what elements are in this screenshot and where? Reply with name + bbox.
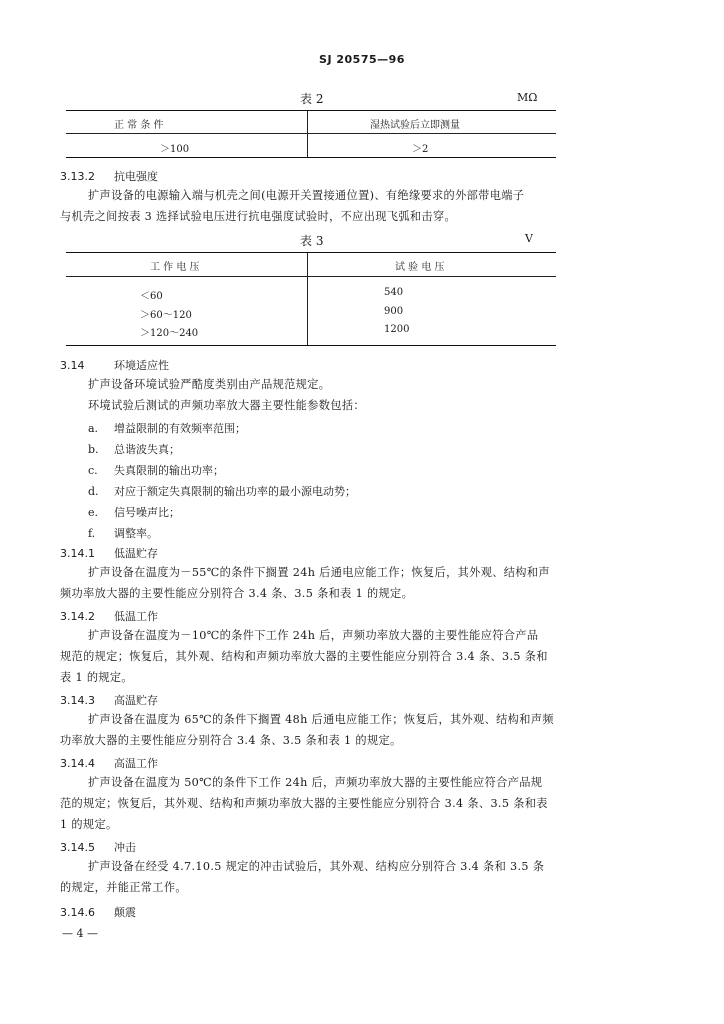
section-number: 3.14.4 — [60, 757, 95, 770]
table2-col2-header: 湿热试验后立即测量 — [370, 120, 460, 131]
list-item-text: 失真限制的输出功率； — [114, 464, 224, 477]
table2-header-rule — [66, 133, 556, 134]
table3-top-rule — [66, 252, 556, 253]
paragraph-line: 与机壳之间按表 3 选择试验电压进行抗电强度试验时，不应出现飞弧和击穿。 — [60, 210, 457, 223]
table2-col2-value: ＞2 — [412, 144, 429, 155]
paragraph-line: 扩声设备在经受 4.7.10.5 规定的冲击试验后，其外观、结构应分别符合 3.4 条和 3.5 条 — [88, 860, 545, 873]
table3-col2-header: 试 验 电 压 — [395, 262, 445, 273]
section-title: 高温贮存 — [114, 694, 158, 707]
section-heading — [60, 904, 136, 920]
table3-working-voltage: ＞60～120 — [140, 310, 192, 321]
table3-column-divider — [307, 253, 308, 345]
section-title: 高温工作 — [114, 757, 158, 770]
section-heading — [60, 839, 136, 855]
section-number: 3.14 — [60, 359, 85, 372]
list-item-label: f. — [88, 527, 96, 540]
paragraph-line: 扩声设备在温度为 65℃的条件下搁置 48h 后通电应能工作；恢复后，其外观、结构和声频 — [88, 713, 554, 726]
section-heading — [60, 545, 158, 561]
list-item — [88, 504, 180, 520]
list-item — [88, 483, 356, 499]
section-number: 3.14.2 — [60, 610, 95, 623]
section-heading — [60, 692, 158, 708]
list-item-text: 总谐波失真； — [114, 443, 180, 456]
standard-code: SJ 20575—96 — [319, 53, 405, 66]
section-title: 冲击 — [114, 841, 136, 854]
paragraph-line: 环境试验后测试的声频功率放大器主要性能参数包括： — [88, 399, 365, 412]
paragraph-line: 频功率放大器的主要性能应分别符合 3.4 条、3.5 条和表 1 的规定。 — [60, 587, 414, 600]
paragraph-line: 扩声设备在温度为－10℃的条件下工作 24h 后，声频功率放大器的主要性能应符合产品 — [88, 629, 539, 642]
table2-top-rule — [66, 110, 556, 111]
paragraph-line: 规范的规定；恢复后，其外观、结构和声频功率放大器的主要性能应分别符合 3.4 条、3.5 条和 — [60, 650, 548, 663]
table3-header-rule — [66, 276, 556, 277]
table2-column-divider — [307, 111, 308, 157]
section-number: 3.13.2 — [60, 170, 95, 183]
paragraph-line: 扩声设备环境试验严酷度类别由产品规范规定。 — [88, 378, 331, 391]
table2-title: 表 2 — [300, 92, 324, 106]
section-title: 颠震 — [114, 906, 136, 919]
section-number: 3.14.3 — [60, 694, 95, 707]
list-item-text: 调整率。 — [114, 527, 158, 540]
table2-unit: MΩ — [517, 91, 538, 104]
section-heading — [60, 608, 158, 624]
list-item-label: d. — [88, 485, 99, 498]
paragraph-line: 表 1 的规定。 — [60, 671, 133, 684]
paragraph-line: 扩声设备在温度为－55℃的条件下搁置 24h 后通电应能工作；恢复后，其外观、结构和声 — [88, 566, 550, 579]
list-item-label: b. — [88, 443, 99, 456]
list-item-label: a. — [88, 422, 99, 435]
section-heading — [60, 755, 158, 771]
list-item-label: e. — [88, 506, 99, 519]
paragraph-line: 扩声设备在温度为 50℃的条件下工作 24h 后，声频功率放大器的主要性能应符合产品规 — [88, 776, 543, 789]
list-item-text: 对应于额定失真限制的输出功率的最小源电动势； — [114, 485, 356, 498]
paragraph-line: 功率放大器的主要性能应分别符合 3.4 条、3.5 条和表 1 的规定。 — [60, 734, 402, 747]
section-number: 3.14.6 — [60, 906, 95, 919]
list-item-text: 信号噪声比； — [114, 506, 180, 519]
table3-test-voltage: 1200 — [384, 324, 410, 335]
table3-test-voltage: 540 — [384, 287, 404, 298]
table3-test-voltage: 900 — [384, 306, 404, 317]
list-item — [88, 420, 246, 436]
table3-unit: V — [525, 232, 533, 245]
section-heading — [60, 168, 158, 184]
table2-col1-header: 正 常 条 件 — [114, 120, 164, 131]
section-title: 环境适应性 — [114, 359, 169, 372]
paragraph-line: 范的规定；恢复后，其外观、结构和声频功率放大器的主要性能应分别符合 3.4 条、3.5 条和表 — [60, 797, 548, 810]
list-item-label: c. — [88, 464, 98, 477]
list-item — [88, 441, 180, 457]
table3-col1-header: 工 作 电 压 — [150, 262, 200, 273]
paragraph-line: 1 的规定。 — [60, 818, 118, 831]
table3-bottom-rule — [66, 345, 556, 346]
paragraph-line: 的规定，并能正常工作。 — [60, 881, 187, 894]
list-item-text: 增益限制的有效频率范围； — [114, 422, 246, 435]
section-number: 3.14.5 — [60, 841, 95, 854]
table2-bottom-rule — [66, 157, 556, 158]
section-heading — [60, 357, 169, 373]
list-item — [88, 462, 224, 478]
table2-col1-value: ＞100 — [160, 144, 190, 155]
list-item — [88, 525, 158, 541]
page-number: — 4 — — [62, 927, 98, 940]
section-title: 抗电强度 — [114, 170, 158, 183]
table3-title: 表 3 — [300, 234, 324, 248]
section-title: 低温贮存 — [114, 547, 158, 560]
table3-working-voltage: ＜60 — [140, 291, 163, 302]
paragraph-line: 扩声设备的电源输入端与机壳之间(电源开关置接通位置)、有绝缘要求的外部带电端子 — [88, 189, 525, 202]
section-number: 3.14.1 — [60, 547, 95, 560]
section-title: 低温工作 — [114, 610, 158, 623]
table3-working-voltage: ＞120～240 — [140, 328, 199, 339]
